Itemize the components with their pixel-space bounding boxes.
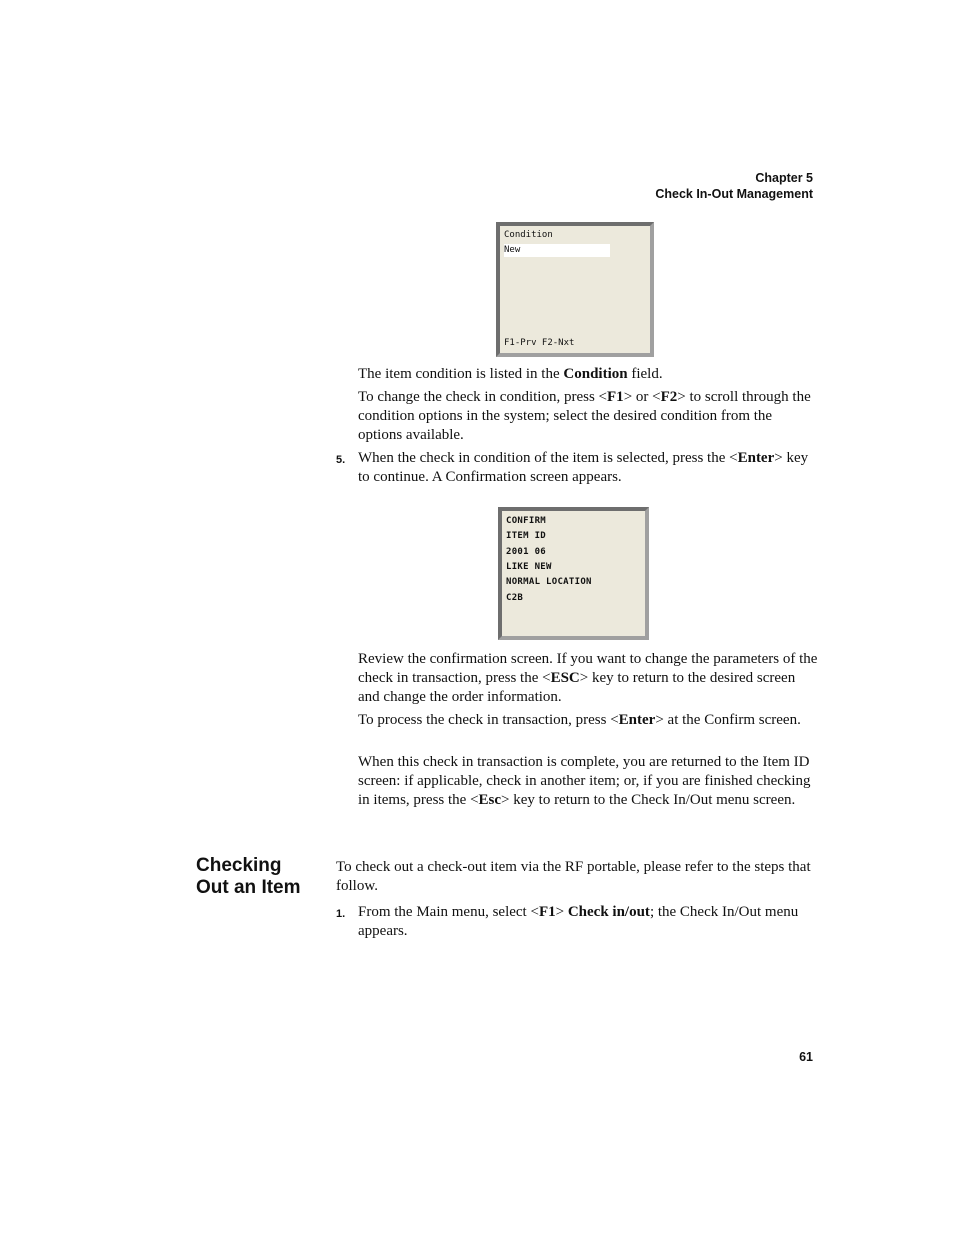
screen-title: Condition	[504, 230, 553, 240]
section-intro: To check out a check-out item via the RF portable, please refer to the steps that follow.	[336, 859, 811, 894]
step-5-text: When the check in condition of the item is selected, press the <Enter> key to continue. A Confirmation screen appears.	[358, 450, 809, 485]
paragraph-complete: When this check in transaction is complete, you are returned to the Item ID screen: if applicable, check in another item; or, if you are finished checking in items, press the <Esc> key to return to the Check In/Out menu screen.	[358, 754, 811, 808]
confirm-line: NORMAL LOCATION	[506, 577, 592, 587]
paragraph-review: Review the confirmation screen. If you want to change the parameters of the check in transaction, press the <ESC> key to return to the desired screen and change the order information.	[358, 651, 818, 705]
paragraph-process: To process the check in transaction, press <Enter> at the Confirm screen.	[358, 712, 801, 728]
step-number: 1.	[336, 908, 346, 920]
confirm-line: 2001 06	[506, 547, 547, 557]
page-number: 61	[799, 1050, 813, 1064]
confirm-line: ITEM ID	[506, 531, 547, 541]
screen-value: New	[504, 245, 521, 255]
chapter-label: Chapter 5	[755, 171, 813, 185]
step-number: 5.	[336, 454, 346, 466]
confirm-line: CONFIRM	[506, 516, 547, 526]
chapter-title: Check In-Out Management	[655, 187, 813, 201]
confirm-line: C2B	[506, 593, 524, 603]
screen-footer: F1-Prv F2-Nxt	[504, 338, 575, 348]
running-header	[655, 170, 813, 202]
confirm-line: LIKE NEW	[506, 562, 552, 572]
section-heading: Checking Out an Item	[196, 855, 301, 898]
condition-screen	[496, 222, 654, 357]
paragraph-change-condition: To change the check in condition, press <F1> or <F2> to scroll through the condition options in the system; select the desired condition from the options available.	[358, 389, 811, 443]
confirm-screen	[498, 507, 649, 640]
paragraph-condition: The item condition is listed in the Condition field.	[358, 366, 663, 382]
step-1-text: From the Main menu, select <F1> Check in/out; the Check In/Out menu appears.	[358, 904, 799, 939]
